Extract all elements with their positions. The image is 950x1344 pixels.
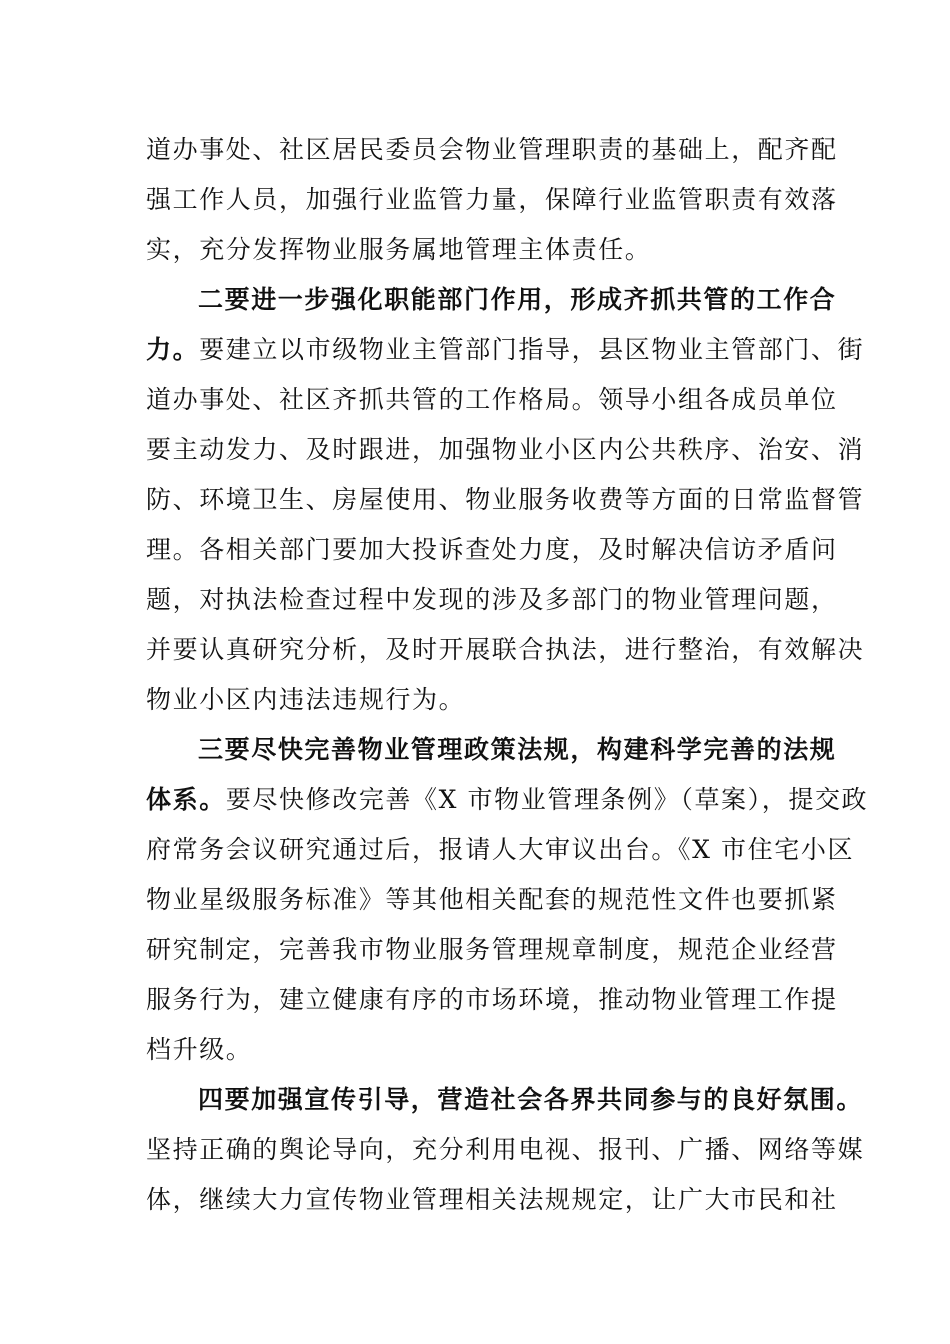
- text-line: [146, 1125, 950, 1175]
- text-line: [146, 625, 950, 675]
- text-run: 物业星级服务标准》等其他相关配套的规范性文件也要抓紧: [146, 885, 838, 914]
- text-run: 题，对执法检查过程中发现的涉及多部门的物业管理问题，: [146, 585, 838, 614]
- text-line: [146, 975, 950, 1025]
- text-run: 强工作人员，加强行业监管力量，保障行业监管职责有效落: [146, 185, 838, 214]
- text-run: 道办事处、社区齐抓共管的工作格局。领导小组各成员单位: [146, 385, 838, 414]
- paragraph-heading-tail: 体系。: [146, 785, 226, 814]
- text-line: [146, 475, 950, 525]
- text-line: [146, 825, 950, 875]
- paragraph-heading-tail: 力。: [146, 335, 200, 364]
- text-run: 要建立以市级物业主管部门指导，县区物业主管部门、街: [199, 335, 865, 364]
- text-run: 理。各相关部门要加大投诉查处力度，及时解决信访矛盾问: [146, 535, 838, 564]
- text-run: 防、环境卫生、房屋使用、物业服务收费等方面的日常监督管: [146, 485, 865, 514]
- paragraph-heading-line: [198, 725, 950, 775]
- text-line: [146, 125, 950, 175]
- text-run: 研究制定，完善我市物业服务管理规章制度，规范企业经营: [146, 935, 838, 964]
- text-line: [146, 375, 950, 425]
- text-run: 要主动发力、及时跟进，加强物业小区内公共秩序、治安、消: [146, 435, 865, 464]
- text-run: 服务行为，建立健康有序的市场环境，推动物业管理工作提: [146, 985, 838, 1014]
- text-line: [146, 425, 950, 475]
- paragraph-heading: 二要进一步强化职能部门作用，形成齐抓共管的工作合: [198, 285, 837, 314]
- text-run: 要尽快修改完善《X 市物业管理条例》（草案），提交政: [225, 785, 869, 814]
- text-run: 道办事处、社区居民委员会物业管理职责的基础上，配齐配: [146, 135, 838, 164]
- text-run: 体，继续大力宣传物业管理相关法规规定，让广大市民和社: [146, 1185, 838, 1214]
- paragraph-heading-line: [198, 275, 950, 325]
- paragraph-heading-line: [198, 1075, 950, 1125]
- text-line: [146, 325, 950, 375]
- text-run: 府常务会议研究通过后，报请人大审议出台。《X 市住宅小区: [146, 835, 855, 864]
- text-line: [146, 775, 950, 825]
- paragraph-heading: 四要加强宣传引导，营造社会各界共同参与的良好氛围。: [198, 1085, 864, 1114]
- paragraph-heading: 三要尽快完善物业管理政策法规，构建科学完善的法规: [198, 735, 837, 764]
- text-line: [146, 175, 950, 225]
- text-run: 并要认真研究分析，及时开展联合执法，进行整治，有效解决: [146, 635, 865, 664]
- text-line: [146, 675, 950, 725]
- text-run: 物业小区内违法违规行为。: [146, 685, 466, 714]
- text-line: [146, 925, 950, 975]
- text-run: 坚持正确的舆论导向，充分利用电视、报刊、广播、网络等媒: [146, 1135, 865, 1164]
- text-line: [146, 1025, 950, 1075]
- text-line: [146, 875, 950, 925]
- text-line: [146, 1175, 950, 1225]
- text-run: 档升级。: [146, 1035, 253, 1064]
- text-run: 实，充分发挥物业服务属地管理主体责任。: [146, 235, 652, 264]
- text-line: [146, 225, 950, 275]
- text-line: [146, 575, 950, 625]
- text-line: [146, 525, 950, 575]
